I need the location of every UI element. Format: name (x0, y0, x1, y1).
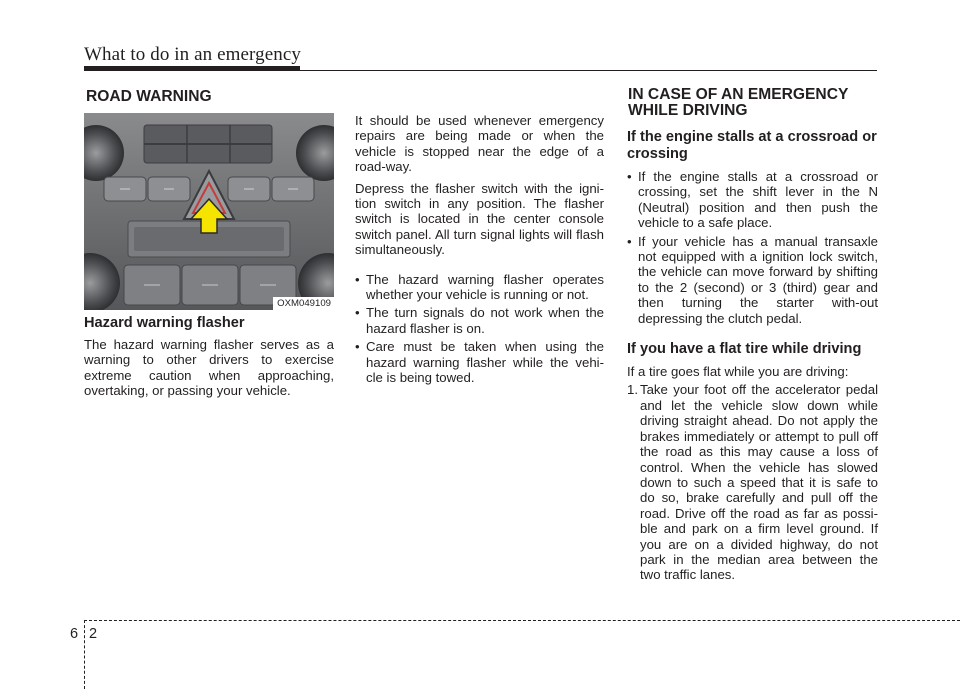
list-item: • The hazard warning flasher operates whether your vehicle is running or not. (355, 272, 604, 303)
step-text: Take your foot off the accelerator pedal and let the vehicle slow down while driving straight ahead. Do not apply the brakes immediately or attempt to pull off the road as this may cause a loss of control. When the vehicle has slowed down to such a speed that it is safe to do so, brake carefully and pull off the road. Drive off the road as far as possi-ble and park on a firm level ground. If you are on a divided highway, do not park in the median area between the two traffic lanes. (640, 382, 878, 583)
footer-divider (84, 620, 86, 689)
step-number: 1. (627, 382, 638, 398)
emergency-heading-line2: WHILE DRIVING (628, 102, 748, 119)
page-number: 2 (89, 626, 98, 642)
list-item: • If your vehicle has a manual transaxle not equipped with a ignition lock switch, the vehicle can move forward by shifting to the 2 (second) or 3 (third) gear and then turning the starter with-out depressing the clutch pedal. (627, 234, 878, 326)
flat-tire-intro: If a tire goes flat while you are driving: (627, 364, 849, 380)
middle-column (355, 113, 604, 386)
flasher-depress-paragraph: Depress the flasher switch with the igni-tion switch in any position. The flasher switch is located in the center console switch panel. All turn signal lights will flash simultaneously. (355, 180, 604, 258)
list-item: • Care must be taken when using the hazard warning flasher while the vehi-cle is being towed. (355, 339, 604, 385)
list-item: • If the engine stalls at a crossroad or crossing, set the shift lever in the N (Neutral) position and then push the vehicle to a safe place. (627, 169, 878, 231)
header-rule-thin (84, 70, 877, 71)
flasher-bullet-list (355, 272, 604, 386)
flat-tire-step (627, 382, 878, 582)
road-warning-heading: ROAD WARNING (86, 88, 212, 105)
right-column (627, 129, 878, 583)
hazard-flasher-subheading: Hazard warning flasher (84, 315, 245, 331)
console-panel-illustration (84, 113, 334, 310)
emergency-heading-line1: IN CASE OF AN EMERGENCY (628, 86, 849, 103)
flasher-usage-paragraph: It should be used whenever emergency repairs are being made or when the vehicle is stopped near the edge of a road-way. (355, 113, 604, 175)
emergency-driving-heading (628, 87, 848, 119)
left-column (84, 315, 334, 399)
list-item: • The turn signals do not work when the hazard flasher is on. (355, 305, 604, 336)
chapter-number: 6 (70, 626, 79, 642)
engine-stall-subheading: If the engine stalls at a crossroad or crossing (627, 129, 877, 162)
footer-rule (84, 620, 960, 621)
figure-caption: OXM049109 (273, 297, 334, 310)
hazard-flasher-intro: The hazard warning flasher serves as a warning to other drivers to exercise extreme caution when approaching, overtaking, or passing your vehicle. (84, 337, 334, 399)
engine-stall-list (627, 169, 878, 326)
flat-tire-subheading: If you have a flat tire while driving (627, 341, 862, 358)
hazard-switch-photo (84, 113, 334, 310)
chapter-title: What to do in an emergency (84, 44, 301, 65)
